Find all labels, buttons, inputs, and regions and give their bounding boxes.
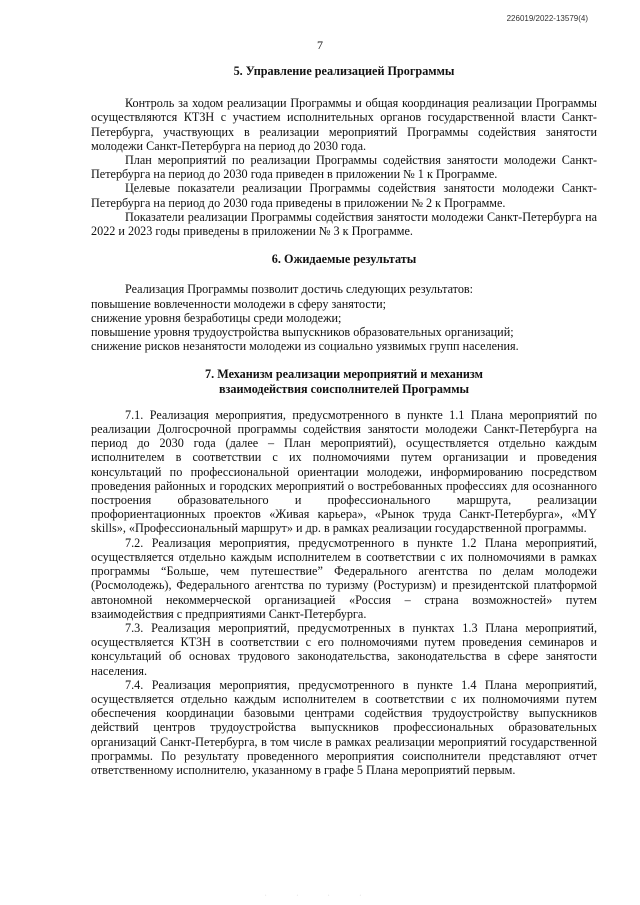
expected-results-list — [91, 282, 597, 353]
scan-artifact-marks: · · · · — [264, 893, 376, 899]
section-5-paragraph: Показатели реализации Программы содействия занятости молодежи Санкт-Петербурга на 2022 и 2023 годы приведены в приложении № 3 к Программе. — [91, 209, 597, 239]
section-7 — [91, 367, 597, 777]
section-5-paragraph: Контроль за ходом реализации Программы и общая координация реализации Программы осуществляются КТЗН с участием исполнительных органов государственной власти Санкт-Петербурга, участвующих в реализации мероприятий Программы содействия занятости молодежи Санкт-Петербурга на период до 2030 года. — [91, 96, 597, 153]
section-5-paragraph: План мероприятий по реализации Программы содействия занятости молодежи Санкт-Петербурга на период до 2030 года приведен в приложении № 1 к Программе. — [91, 153, 597, 182]
section-6 — [91, 252, 597, 353]
section-7-title-line-2: взаимодействия соисполнителей Программы — [218, 381, 470, 396]
section-7-title — [91, 367, 597, 395]
list-item: снижение уровня безработицы среди молодежи; — [91, 310, 342, 325]
section-7-paragraph: 7.1. Реализация мероприятия, предусмотренного в пункте 1.1 Плана мероприятий по реализации Долгосрочной программы содействия занятости молодежи Санкт-Петербурга на период до 2030 года (далее – План мероприятий), осуществляется отдельно каждым исполнителем в соответствии с их полномочиями путем организации и проведения консультаций по профессиональной ориентации молодежи, информированию посредством проведения районных и городских мероприятий о востребованных профессиях для осознанного построения образовательного и профессионального маршрута, реализации профориентационных проектов «Живая карьера», «Рынок труда Санкт-Петербурга», «MY skills», «Профессиональный маршрут» и др. в рамках реализации государственной программы. — [91, 407, 597, 536]
section-5 — [91, 64, 597, 238]
section-7-paragraph: 7.4. Реализация мероприятия, предусмотренного в пункте 1.4 Плана мероприятий, осуществляется отдельно каждым исполнителем в соответствии с их полномочиями путем обеспечения координации базовыми центрами содействия трудоустройству выпускников действий центров трудоустройства выпускников профессиональных образовательных организаций Санкт-Петербурга, в том числе в рамках реализации мероприятий государственной программы. По результату проведенного мероприятия соисполнители представляют отчет ответственному исполнителю, указанному в графе 5 Плана мероприятий первым. — [91, 677, 597, 777]
document-registration-code: 226019/2022-13579(4) — [506, 14, 588, 23]
list-item: повышение вовлеченности молодежи в сферу занятости; — [91, 296, 387, 311]
list-item: снижение рисков незанятости молодежи из социально уязвимых групп населения. — [91, 339, 519, 354]
section-6-title: 6. Ожидаемые результаты — [271, 252, 417, 267]
section-5-title: 5. Управление реализацией Программы — [233, 64, 455, 78]
section-7-title-line-1: 7. Механизм реализации мероприятий и механизм — [205, 367, 483, 382]
list-item: повышение уровня трудоустройства выпускников образовательных организаций; — [91, 325, 514, 340]
expected-results-intro: Реализация Программы позволит достичь следующих результатов: — [125, 282, 474, 297]
section-7-paragraph: 7.3. Реализация мероприятий, предусмотренных в пунктах 1.3 Плана мероприятий, осуществляется КТЗН в соответствии с его полномочиями путем проведения семинаров и консультаций об основах трудового законодательства, законодательства в сфере занятости населения. — [91, 620, 597, 678]
page-number: 7 — [317, 38, 323, 52]
document-body — [91, 64, 597, 777]
section-7-paragraph: 7.2. Реализация мероприятия, предусмотренного в пункте 1.2 Плана мероприятий, осуществляется отдельно каждым исполнителем в соответствии с их полномочиями в рамках программы “Больше, чем путешествие” Федерального агентства по делам молодежи (Росмолодежь), Федерального агентства по туризму (Ростуризм) и президентской платформой автономной некоммерческой организацией «Россия – страна возможностей» путем взаимодействия с предприятиями Санкт-Петербурга. — [91, 535, 597, 621]
section-5-paragraph: Целевые показатели реализации Программы содействия занятости молодежи Санкт-Петербурга на период до 2030 года приведены в приложении № 2 к Программе. — [91, 181, 597, 210]
